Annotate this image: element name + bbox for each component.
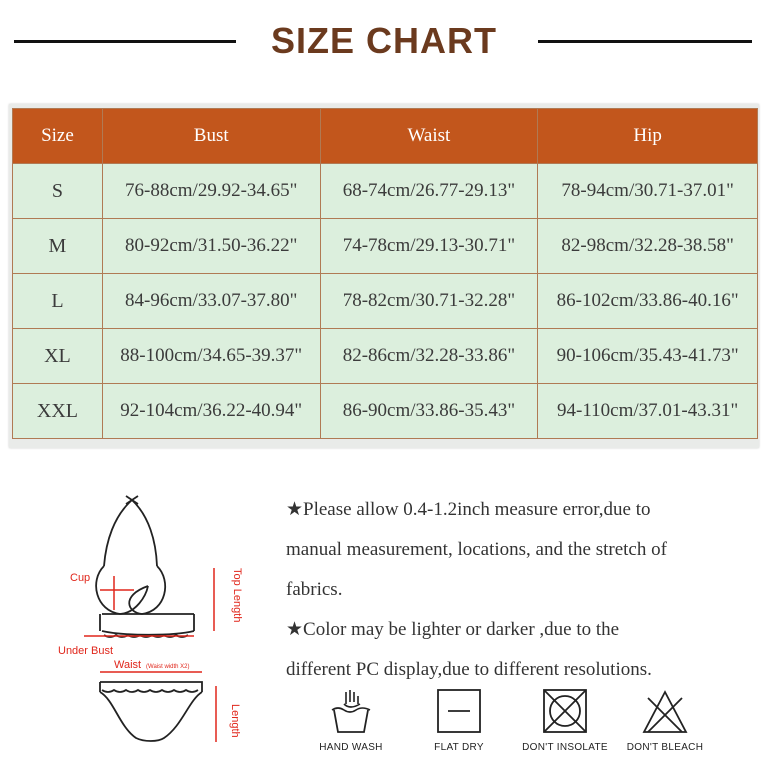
care-flat-dry <box>414 688 504 753</box>
cell-bust: 92-104cm/36.22-40.94" <box>102 384 320 439</box>
care-label: HAND WASH <box>319 742 383 753</box>
size-table <box>12 108 758 439</box>
notes <box>286 490 756 690</box>
table-row <box>13 164 758 219</box>
cell-hip: 86-102cm/33.86-40.16" <box>538 274 758 329</box>
dont-bleach-icon <box>640 688 690 736</box>
table-header-row <box>13 109 758 164</box>
care-hand-wash <box>306 688 396 753</box>
table-row <box>13 219 758 274</box>
under-bust-label: Under Bust <box>58 645 114 657</box>
note-line: ★Please allow 0.4-1.2inch measure error,due to <box>286 499 651 520</box>
cell-size: S <box>13 164 103 219</box>
cell-size: M <box>13 219 103 274</box>
note-line: manual measurement, locations, and the stretch of <box>286 539 667 560</box>
header-bust: Bust <box>102 109 320 164</box>
care-label: DON'T INSOLATE <box>522 742 608 753</box>
cell-waist: 86-90cm/33.86-35.43" <box>320 384 538 439</box>
flat-dry-icon <box>434 688 484 736</box>
care-label: DON'T BLEACH <box>626 742 704 753</box>
cell-hip: 82-98cm/32.28-38.58" <box>538 219 758 274</box>
note-line: fabrics. <box>286 579 343 600</box>
care-label: FLAT DRY <box>434 742 484 753</box>
cell-waist: 82-86cm/32.28-33.86" <box>320 329 538 384</box>
table-row <box>13 329 758 384</box>
note-line: different PC display,due to different resolutions. <box>286 659 652 680</box>
cell-hip: 78-94cm/30.71-37.01" <box>538 164 758 219</box>
cell-size: XL <box>13 329 103 384</box>
cell-bust: 76-88cm/29.92-34.65" <box>102 164 320 219</box>
cell-size: L <box>13 274 103 329</box>
title-rule-right <box>538 40 752 43</box>
header-waist: Waist <box>320 109 538 164</box>
dont-insolate-icon <box>540 688 590 736</box>
top-length-label: Top Length <box>231 568 243 623</box>
note-line: ★Color may be lighter or darker ,due to the <box>286 619 620 640</box>
table-row <box>13 274 758 329</box>
waist-label: Waist <box>114 659 142 671</box>
cell-waist: 78-82cm/30.71-32.28" <box>320 274 538 329</box>
bikini-top-icon <box>96 496 202 741</box>
waist-note: (Waist width X2) <box>146 664 190 670</box>
cup-label: Cup <box>70 572 91 584</box>
care-dont-bleach <box>620 688 710 753</box>
cell-bust: 80-92cm/31.50-36.22" <box>102 219 320 274</box>
header-hip: Hip <box>538 109 758 164</box>
cell-bust: 84-96cm/33.07-37.80" <box>102 274 320 329</box>
cell-waist: 68-74cm/26.77-29.13" <box>320 164 538 219</box>
hand-wash-icon <box>326 688 376 736</box>
cell-hip: 90-106cm/35.43-41.73" <box>538 329 758 384</box>
cell-hip: 94-110cm/37.01-43.31" <box>538 384 758 439</box>
table-row <box>13 384 758 439</box>
cell-size: XXL <box>13 384 103 439</box>
measurement-diagram <box>44 486 274 756</box>
cell-waist: 74-78cm/29.13-30.71" <box>320 219 538 274</box>
care-dont-insolate <box>520 688 610 753</box>
title-bar <box>0 18 768 64</box>
cell-bust: 88-100cm/34.65-39.37" <box>102 329 320 384</box>
length-label: Length <box>229 704 241 738</box>
header-size: Size <box>13 109 103 164</box>
page-title: SIZE CHART <box>271 20 497 61</box>
